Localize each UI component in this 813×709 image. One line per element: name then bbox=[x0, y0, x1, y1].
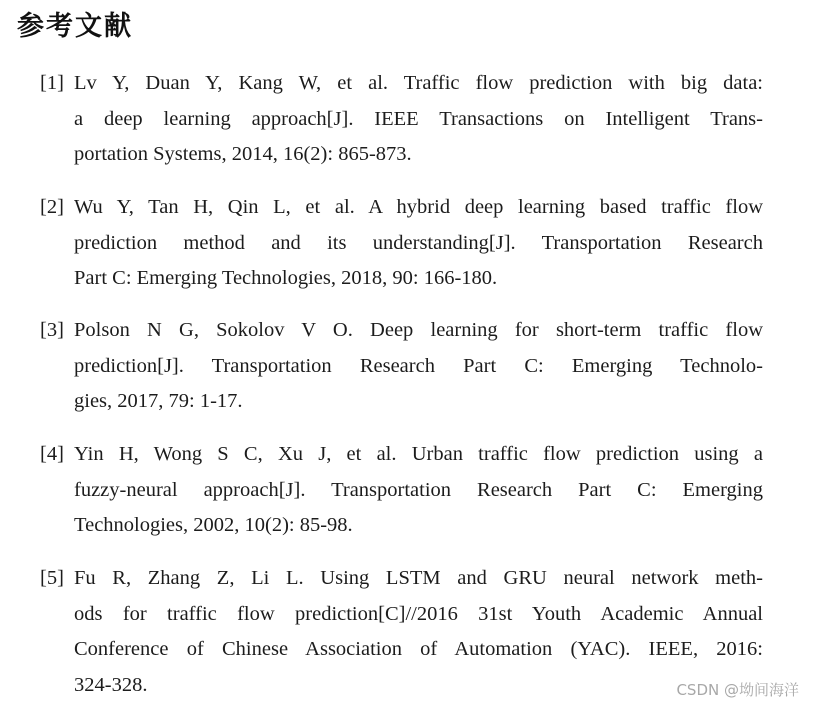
watermark-text: CSDN @坳间海洋 bbox=[676, 681, 799, 699]
reference-item bbox=[40, 190, 763, 297]
reference-item bbox=[40, 437, 763, 544]
reference-item bbox=[40, 561, 763, 703]
reference-number: [5] bbox=[40, 567, 64, 589]
reference-item bbox=[40, 66, 763, 173]
reference-line: fuzzy-neural approach[J]. Transportation Research Part C: Emerging bbox=[74, 478, 763, 501]
reference-line: gies, 2017, 79: 1-17. bbox=[74, 390, 243, 413]
reference-line: Wu Y, Tan H, Qin L, et al. A hybrid deep learning based traffic flow bbox=[74, 196, 763, 218]
reference-line: Technologies, 2002, 10(2): 85-98. bbox=[74, 514, 353, 537]
reference-number: [3] bbox=[40, 319, 64, 341]
reference-number: [2] bbox=[40, 196, 64, 218]
page-heading: 参考文献 bbox=[17, 11, 133, 42]
reference-number: [1] bbox=[40, 72, 64, 94]
reference-line: ods for traffic flow prediction[C]//2016 31st Youth Academic Annual bbox=[74, 602, 763, 625]
reference-line: Part C: Emerging Technologies, 2018, 90: 166-180. bbox=[74, 267, 498, 290]
reference-line: Polson N G, Sokolov V O. Deep learning for short-term traffic flow bbox=[74, 319, 763, 341]
reference-number: [4] bbox=[40, 443, 64, 465]
reference-line: prediction method and its understanding[J]. Transportation Research bbox=[74, 231, 763, 254]
reference-line: prediction[J]. Transportation Research Part C: Emerging Technolo- bbox=[74, 354, 763, 377]
reference-line: Yin H, Wong S C, Xu J, et al. Urban traffic flow prediction using a bbox=[74, 443, 763, 465]
reference-line: Fu R, Zhang Z, Li L. Using LSTM and GRU neural network meth- bbox=[74, 567, 763, 589]
reference-line: 324-328. bbox=[74, 673, 148, 696]
reference-line: portation Systems, 2014, 16(2): 865-873. bbox=[74, 143, 412, 166]
reference-item bbox=[40, 313, 763, 420]
reference-line: a deep learning approach[J]. IEEE Transactions on Intelligent Trans- bbox=[74, 107, 763, 130]
reference-line: Lv Y, Duan Y, Kang W, et al. Traffic flow prediction with big data: bbox=[74, 72, 763, 94]
reference-line: Conference of Chinese Association of Automation (YAC). IEEE, 2016: bbox=[74, 638, 763, 661]
